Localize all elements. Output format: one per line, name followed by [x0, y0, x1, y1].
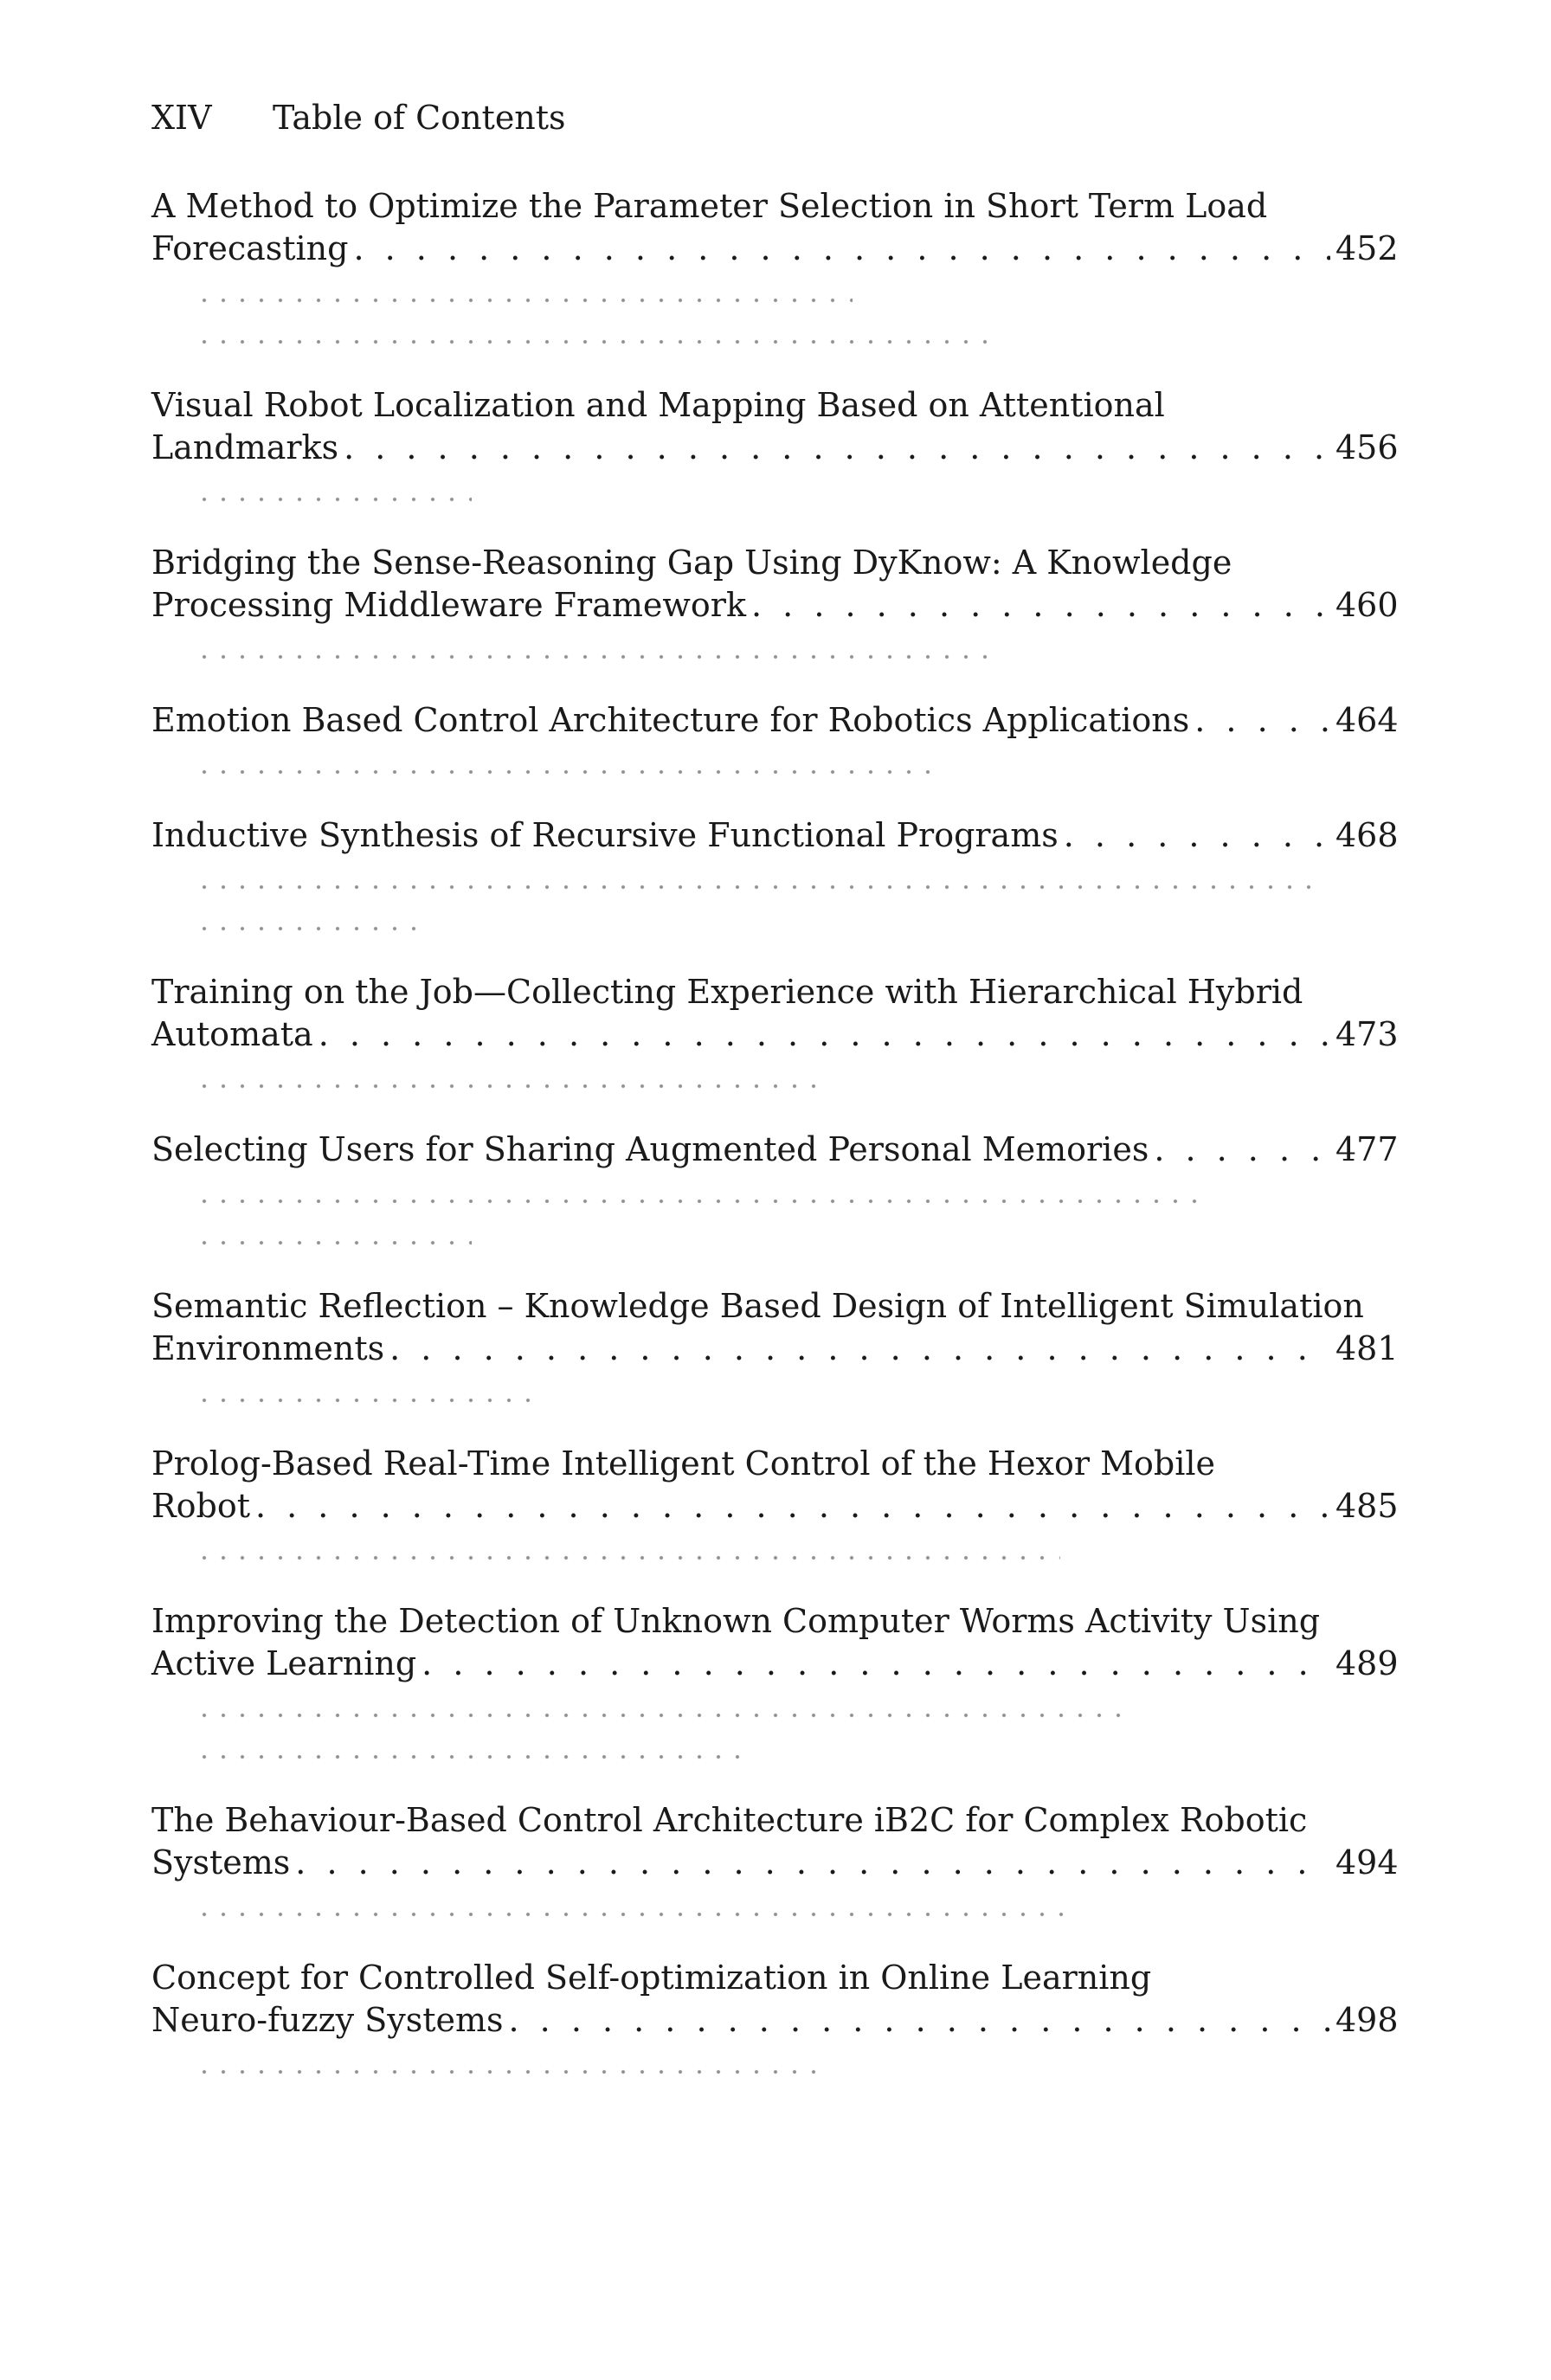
illegible-text-mark — [195, 1396, 541, 1405]
toc-entry[interactable] — [151, 971, 1398, 1097]
toc-entry-authors-illegible — [151, 1232, 1398, 1254]
toc-entry-authors-illegible — [151, 917, 1398, 940]
toc-entry-last-line — [151, 427, 1398, 469]
illegible-text-mark — [195, 1910, 1069, 1919]
toc-entry[interactable] — [151, 699, 1398, 783]
toc-entry-page-number[interactable]: 477 — [1335, 1130, 1399, 1168]
toc-entry-authors-illegible — [151, 1746, 1398, 1768]
toc-entry[interactable] — [151, 384, 1398, 511]
toc-entry-page-number[interactable]: 485 — [1335, 1487, 1399, 1525]
toc-entry-last-line — [151, 1328, 1398, 1370]
toc-entry[interactable] — [151, 1957, 1398, 2083]
toc-entry-page-number[interactable]: 498 — [1335, 2001, 1399, 2039]
toc-entry-last-line — [151, 1999, 1398, 2042]
dot-leader — [295, 1842, 1330, 1884]
toc-entry-title-end: Systems — [151, 1843, 291, 1881]
illegible-text-mark — [195, 1553, 1060, 1562]
toc-entry-title-end: Processing Middleware Framework — [151, 586, 746, 624]
illegible-text-mark — [195, 296, 853, 305]
toc-entry[interactable] — [151, 542, 1398, 668]
toc-entry-last-line — [151, 1129, 1398, 1171]
toc-page — [151, 97, 1398, 2114]
dot-leader — [389, 1328, 1330, 1370]
toc-entry-title-line: Bridging the Sense-Reasoning Gap Using DyKnow: A Knowledge — [151, 544, 1232, 582]
toc-entry-authors-illegible — [151, 331, 1398, 353]
dot-leader — [422, 1643, 1330, 1685]
toc-entry[interactable] — [151, 814, 1398, 940]
toc-entry-last-line — [151, 1842, 1398, 1884]
toc-entry-authors-illegible — [151, 1903, 1398, 1926]
toc-entry-last-line — [151, 228, 1398, 270]
toc-entry-authors-illegible — [151, 1389, 1398, 1412]
dot-leader — [1194, 699, 1330, 742]
dot-leader — [344, 427, 1330, 469]
toc-entry-last-line — [151, 1013, 1398, 1056]
toc-entry-title-line: Visual Robot Localization and Mapping Based on Attentional — [151, 386, 1165, 424]
dot-leader — [353, 228, 1330, 270]
toc-entry-authors-illegible — [151, 1704, 1398, 1727]
illegible-text-mark — [195, 2068, 818, 2076]
toc-entry-title-end: Neuro-fuzzy Systems — [151, 2001, 504, 2039]
toc-entry-authors-illegible — [151, 289, 1398, 312]
toc-entry-page-number[interactable]: 494 — [1335, 1843, 1399, 1881]
toc-entry-page-number[interactable]: 464 — [1335, 701, 1399, 739]
toc-entry-last-line — [151, 1643, 1398, 1685]
illegible-text-mark — [195, 1238, 472, 1247]
toc-entry-title-line: Training on the Job—Collecting Experience with Hierarchical Hybrid — [151, 973, 1303, 1011]
toc-entry[interactable] — [151, 1443, 1398, 1569]
dot-leader — [255, 1485, 1330, 1528]
toc-entry-page-number[interactable]: 460 — [1335, 586, 1399, 624]
toc-entry-page-number[interactable]: 481 — [1335, 1329, 1399, 1367]
illegible-text-mark — [195, 1753, 749, 1761]
illegible-text-mark — [195, 653, 991, 661]
illegible-text-mark — [195, 1197, 1199, 1206]
toc-entry-last-line — [151, 584, 1398, 627]
toc-entry-authors-illegible — [151, 1190, 1398, 1213]
illegible-text-mark — [195, 1082, 818, 1090]
toc-entry-title-end: Active Learning — [151, 1644, 417, 1682]
illegible-text-mark — [195, 338, 991, 346]
toc-entry-page-number[interactable]: 489 — [1335, 1644, 1399, 1682]
toc-entry-page-number[interactable]: 452 — [1335, 229, 1399, 267]
toc-entry-title-end: Landmarks — [151, 428, 339, 466]
toc-entries — [151, 185, 1398, 2083]
toc-entry-authors-illegible — [151, 646, 1398, 668]
illegible-text-mark — [195, 924, 420, 933]
toc-entry[interactable] — [151, 1285, 1398, 1412]
illegible-text-mark — [195, 883, 1320, 891]
toc-entry-title-end: Robot — [151, 1487, 250, 1525]
toc-entry[interactable] — [151, 1799, 1398, 1926]
illegible-text-mark — [195, 768, 939, 776]
toc-entry-title-end: Environments — [151, 1329, 385, 1367]
toc-entry-last-line — [151, 1485, 1398, 1528]
toc-entry-authors-illegible — [151, 761, 1398, 783]
toc-entry[interactable] — [151, 185, 1398, 353]
toc-entry-title-end: Automata — [151, 1015, 313, 1053]
toc-entry-authors-illegible — [151, 1075, 1398, 1097]
toc-entry-title-line: The Behaviour-Based Control Architecture iB2C for Complex Robotic — [151, 1801, 1308, 1839]
toc-entry-title-end: Emotion Based Control Architecture for Robotics Applications — [151, 701, 1190, 739]
toc-entry-authors-illegible — [151, 488, 1398, 511]
illegible-text-mark — [195, 1711, 1129, 1720]
toc-entry-authors-illegible — [151, 876, 1398, 898]
toc-entry-page-number[interactable]: 468 — [1335, 816, 1399, 854]
toc-entry-title-line: Prolog-Based Real-Time Intelligent Control of the Hexor Mobile — [151, 1444, 1216, 1483]
toc-entry-title-line: A Method to Optimize the Parameter Selection in Short Term Load — [151, 187, 1268, 225]
toc-entry-authors-illegible — [151, 1547, 1398, 1569]
toc-entry-title-end: Inductive Synthesis of Recursive Functional Programs — [151, 816, 1059, 854]
toc-entry-last-line — [151, 699, 1398, 742]
running-head-title: Table of Contents — [273, 99, 566, 137]
dot-leader — [319, 1013, 1330, 1056]
toc-entry-title-end: Selecting Users for Sharing Augmented Personal Memories — [151, 1130, 1149, 1168]
dot-leader — [509, 1999, 1330, 2042]
toc-entry-title-line: Semantic Reflection – Knowledge Based Design of Intelligent Simulation — [151, 1287, 1364, 1325]
toc-entry-title-line: Improving the Detection of Unknown Computer Worms Activity Using — [151, 1602, 1321, 1640]
dot-leader — [1154, 1129, 1330, 1171]
toc-entry-page-number[interactable]: 473 — [1335, 1015, 1399, 1053]
dot-leader — [1064, 814, 1330, 857]
running-head-page-number: XIV — [151, 99, 212, 137]
toc-entry[interactable] — [151, 1129, 1398, 1254]
toc-entry-title-end: Forecasting — [151, 229, 349, 267]
running-head — [151, 97, 1398, 138]
toc-entry-page-number[interactable]: 456 — [1335, 428, 1399, 466]
toc-entry-last-line — [151, 814, 1398, 857]
toc-entry[interactable] — [151, 1600, 1398, 1768]
toc-entry-authors-illegible — [151, 2061, 1398, 2083]
toc-entry-title-line: Concept for Controlled Self-optimization in Online Learning — [151, 1959, 1152, 1997]
illegible-text-mark — [195, 495, 472, 504]
dot-leader — [751, 584, 1330, 627]
